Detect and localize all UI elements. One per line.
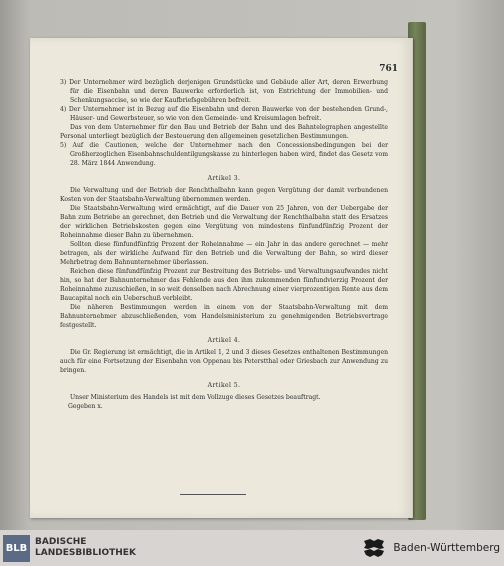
- section-gap: [60, 168, 388, 172]
- section-gap: [60, 375, 388, 379]
- closing-rule: [180, 494, 246, 495]
- article-heading: Artikel 4.: [207, 337, 241, 344]
- paragraph: Reichen diese fünfundfünfzig Prozent zur Bestreitung des Betriebs- und Verwaltungsaufwandes nicht hin, so hat der Bahnunternehmer das Fehlende aus den ihm zukommenden fünfundvierzig Prozent der Roheinnahme zuzuschießen, in so weit denselben nach Abrechnung einer vierprozentigen Rente aus dem Baucapital noch ein Ueberschuß verbleibt.: [60, 268, 388, 302]
- paragraph: Die näheren Bestimmungen werden in einem von der Staatsbahn-Verwaltung mit dem Bahnunternehmer abzuschließenden, vom Handelsministerium zu genehmigenden Betriebsvertrage festgestellt.: [60, 304, 388, 329]
- library-logo-group[interactable]: [0, 535, 136, 562]
- paragraph: Sollten diese fünfundfünfzig Prozent der Roheinnahme — ein Jahr in das andere gerechnet — mehr betragen, als der wirkliche Aufwand für den Betrieb und die Verwaltung der Bahn, so wird dieser Mehrbetrag dem Bahnunternehmer überlassen.: [60, 241, 388, 266]
- paragraph: Die Verwaltung und der Betrieb der Renchthalbahn kann gegen Vergütung der damit verbundenen Kosten von der Staatsbahn-Verwaltung übernommen werden.: [60, 187, 388, 203]
- book-page: [30, 38, 413, 518]
- page-text: [60, 78, 388, 411]
- numbered-paragraph: 5) Auf die Cautionen, welche der Unternehmer nach den Concessionsbedingungen bei der Großherzoglichen Eisenbahnschuldentilgungskasse zu hinterlegen haben wird, findet das Gesetz vom 28. März 1844 Anwendung.: [60, 142, 388, 167]
- footer-bar: [0, 530, 504, 566]
- paragraph: Die Gr. Regierung ist ermächtigt, die in Artikel 1, 2 und 3 dieses Gesetzes enthaltenen Bestimmungen auch für eine Fortsetzung der Eisenbahn von Oppenau bis Peterstthal oder Griesbach zur Anwendung zu bringen.: [60, 349, 388, 374]
- library-name: [35, 537, 136, 559]
- state-name: Baden-Württemberg: [393, 542, 500, 554]
- library-name-line2: LANDESBIBLIOTHEK: [35, 548, 136, 558]
- numbered-paragraph: 4) Der Unternehmer ist in Bezug auf die Eisenbahn und deren Bauwerke von der bestehenden Grund-, Häuser- und Gewerbsteuer, so wie von den Gemeinde- und Kreisumlagen befreit.: [60, 106, 388, 122]
- section-gap: [60, 330, 388, 334]
- blb-logo: BLB: [3, 535, 30, 562]
- paragraph: Die Staatsbahn-Verwaltung wird ermächtigt, auf die Dauer von 25 Jahren, von der Uebergabe der Bahn zum Betriebe an gerechnet, den Betrieb und die Verwaltung der Renchthalbahn statt des Ersatzes der wirklichen Betriebskosten gegen eine Vergütung von mindestens fünfundfünfzig Prozent der Roheinnahme dieser Bahn zu übernehmen.: [60, 205, 388, 239]
- state-logo-group[interactable]: [360, 536, 504, 560]
- paragraph: Das von dem Unternehmer für den Bau und Betrieb der Bahn und des Bahntelegraphen angestellte Personal unterliegt bezüglich der Besteuerung den allgemeinen gesetzlichen Bestimmungen.: [60, 124, 388, 140]
- coat-of-arms-icon: [360, 536, 388, 560]
- numbered-paragraph: 3) Der Unternehmer wird bezüglich derjenigen Grundstücke und Gebäude aller Art, deren Erwerbung für die Eisenbahn und deren Bauwerke erforderlich ist, von Entrichtung der Immobilien- und Schenkungsaccise, so wie der Kaufbriefsgebühren befreit.: [60, 79, 388, 104]
- article-heading: Artikel 5.: [207, 382, 241, 389]
- page-number: 761: [379, 64, 398, 74]
- closing-line: Gegeben x.: [68, 403, 103, 410]
- paragraph: Unser Ministerium des Handels ist mit dem Vollzuge dieses Gesetzes beauftragt.: [70, 394, 321, 401]
- library-name-line1: BADISCHE: [35, 537, 87, 547]
- article-heading: Artikel 3.: [207, 175, 241, 182]
